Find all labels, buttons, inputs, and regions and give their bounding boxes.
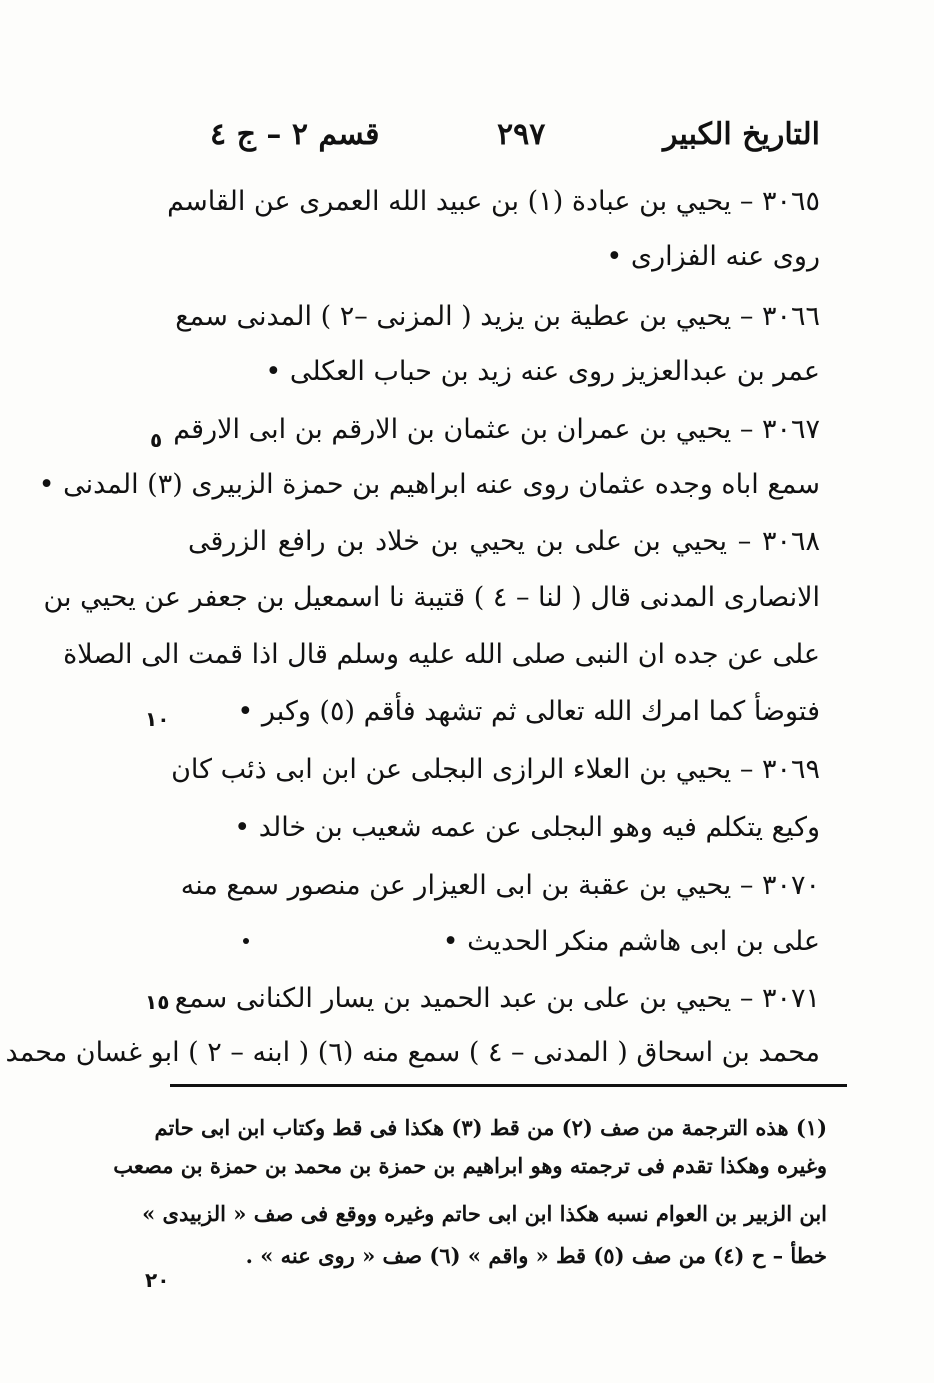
section-label: قسم ٢ – ج ٤ — [210, 116, 380, 152]
text-line: على عن جده ان النبى صلى الله عليه وسلم قال اذا قمت الى الصلاة — [63, 639, 820, 670]
footnote-line: ابن الزبير بن العوام نسبه هكذا ابن ابى حاتم وغيره ووقع فى صف « الزبيدى » — [142, 1201, 827, 1226]
margin-line-number: ٢٠ — [145, 1268, 170, 1292]
text-line: ٣٠٦٥ – يحيي بن عبادة (١) بن عبيد الله العمرى عن القاسم — [167, 186, 820, 217]
text-line: على بن ابى هاشم منكر الحديث • — [442, 926, 820, 957]
page-number: ٢٩٧ — [497, 116, 546, 152]
text-line: روى عنه الفزارى • — [606, 241, 820, 272]
text-line: ٣٠٦٧ – يحيي بن عمران بن عثمان بن الارقم بن ابى الارقم — [173, 414, 820, 445]
page-header — [210, 112, 820, 156]
footnote-line: (١) هذه الترجمة من صف (٢) من قط (٣) هكذا فى قط وكتاب ابن ابى حاتم — [154, 1115, 827, 1140]
text-line: ٣٠٦٩ – يحيي بن العلاء الرازى البجلى عن ابن ابى ذئب كان — [171, 754, 820, 785]
text-line: الانصارى المدنى قال ( لنا – ٤ ) قتيبة نا اسمعيل بن جعفر عن يحيي بن — [43, 582, 820, 613]
text-line: ٣٠٧١ – يحيي بن على بن عبد الحميد بن يسار الكنانى سمع — [174, 983, 820, 1014]
margin-line-number: ٥ — [150, 428, 163, 452]
footnote-separator — [170, 1084, 847, 1087]
text-line: عمر بن عبدالعزيز روى عنه زيد بن حباب العكلى • — [265, 356, 820, 387]
text-line: محمد بن اسحاق ( المدنى – ٤ ) سمع منه (٦) ( ابنه – ٢ ) ابو غسان محمد — [5, 1037, 820, 1068]
text-line: ٣٠٧٠ – يحيي بن عقبة بن ابى العيزار عن منصور سمع منه — [180, 870, 820, 901]
book-title: التاريخ الكبير — [662, 116, 820, 152]
text-line: ٣٠٦٨ – يحيي بن على بن يحيي بن خلاد بن رافع الزرقى — [188, 526, 820, 557]
text-line: ٣٠٦٦ – يحيي بن عطية بن يزيد ( المزنى –٢ ) المدنى سمع — [175, 301, 820, 332]
text-line: سمع اباه وجده عثمان روى عنه ابراهيم بن حمزة الزبيرى (٣) المدنى • — [38, 469, 820, 500]
footnote-line: خطأ – ح (٤) من صف (٥) قط « واقم » (٦) صف « روى عنه » . — [245, 1243, 827, 1268]
text-line: وكيع يتكلم فيه وهو البجلى عن عمه شعيب بن خالد • — [234, 812, 820, 843]
margin-line-number: ١٠ — [145, 707, 170, 731]
ink-speck — [243, 938, 249, 944]
footnote-line: وغيره وهكذا تقدم فى ترجمته وهو ابراهيم بن حمزة بن محمد بن حمزة بن مصعب — [113, 1153, 827, 1178]
margin-line-number: ١٥ — [145, 990, 170, 1014]
text-line: فتوضأ كما امرك الله تعالى ثم تشهد فأقم (٥) وكبر • — [237, 696, 820, 727]
